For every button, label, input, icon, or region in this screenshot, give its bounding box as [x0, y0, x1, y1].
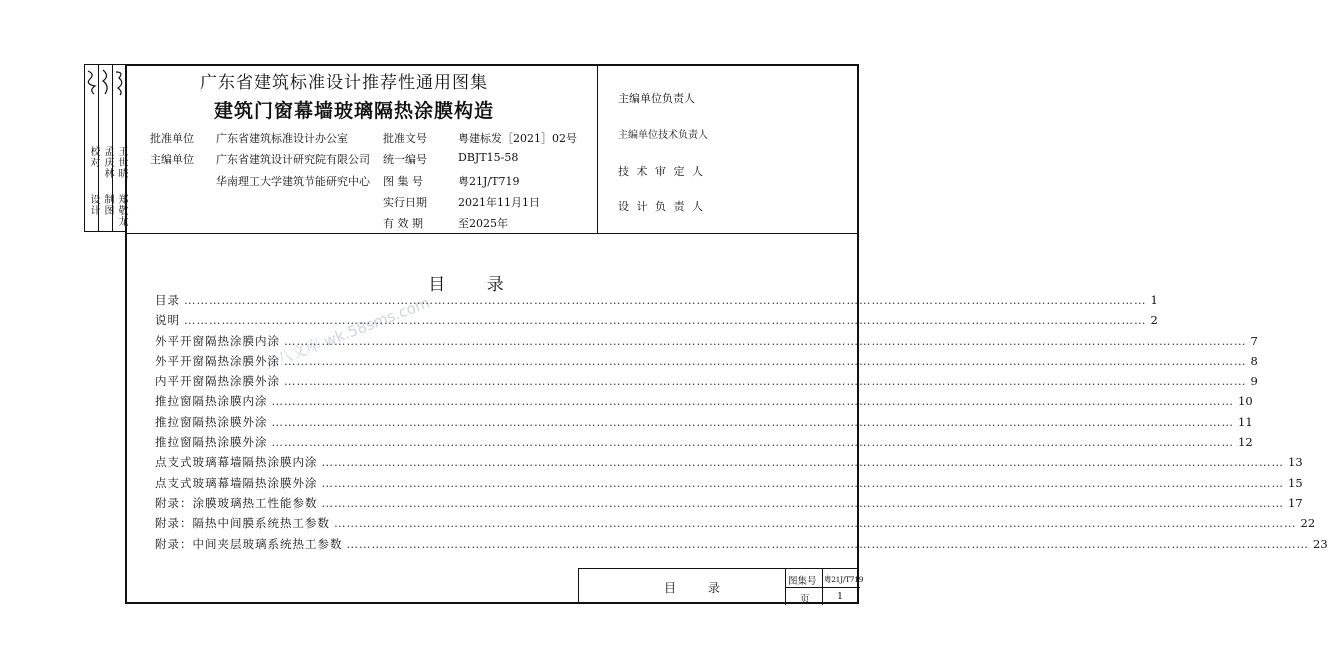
review-strip: [84, 64, 127, 232]
toc-entry[interactable]: 说明 …………………………………………………………………………………………………………………………………………………………………………………………………………… 2: [155, 313, 1158, 328]
validity-label: 有 效 期: [383, 217, 423, 230]
code-label: 统一编号: [383, 153, 427, 166]
title-block-page-label: 页: [800, 594, 810, 605]
title-block-page: 1: [837, 591, 844, 602]
role-drafter: 制图: [102, 194, 113, 216]
code: DBJT15-58: [458, 151, 519, 164]
watermark: 五八文库 wk.58sms.com: [260, 293, 433, 374]
tech-lead-label: 主编单位技术负责人: [618, 130, 708, 141]
title-block-atlas: 粤21J/T719: [824, 575, 864, 584]
toc-title: 目 录: [428, 275, 522, 295]
title-block-atlas-label: 图集号: [788, 576, 817, 587]
toc-entry[interactable]: 推拉窗隔热涂膜内涂 …………………………………………………………………………………………………………………………………………………………………………………………………………… 10: [155, 394, 1253, 409]
name-designer: 王世晓: [116, 146, 127, 179]
toc-entry[interactable]: 目录 …………………………………………………………………………………………………………………………………………………………………………………………………………… 1: [155, 293, 1158, 307]
toc-entry[interactable]: 点支式玻璃幕墙隔热涂膜内涂 …………………………………………………………………………………………………………………………………………………………………………………………………………… 13: [155, 455, 1303, 470]
name-checker: 孟庆林: [102, 146, 113, 179]
toc-entry[interactable]: 推拉窗隔热涂膜外涂 …………………………………………………………………………………………………………………………………………………………………………………………………………… 12: [155, 435, 1253, 450]
editor-unit-2: 华南理工大学建筑节能研究中心: [216, 175, 370, 188]
implementation-date: 2021年11月1日: [458, 196, 540, 209]
editor-unit-label: 主编单位: [150, 153, 194, 166]
chief-editor-label: 主编单位负责人: [618, 92, 695, 105]
toc-entry[interactable]: 内平开窗隔热涂膜外涂 …………………………………………………………………………………………………………………………………………………………………………………………………………… 9: [155, 374, 1258, 389]
header-divider: [125, 233, 859, 234]
toc-entry[interactable]: 外平开窗隔热涂膜内涂 …………………………………………………………………………………………………………………………………………………………………………………………………………… 7: [155, 333, 1258, 348]
handwritten-signature-1: [86, 68, 98, 99]
toc-entry[interactable]: 附录：隔热中间膜系统热工参数 …………………………………………………………………………………………………………………………………………………………………………………………………………… 22: [155, 516, 1316, 531]
toc-entry[interactable]: 外平开窗隔热涂膜外涂 …………………………………………………………………………………………………………………………………………………………………………………………………………… 8: [155, 353, 1258, 368]
approval-unit: 广东省建筑标准设计办公室: [216, 132, 348, 145]
series-title: 广东省建筑标准设计推荐性通用图集: [200, 73, 488, 93]
implementation-label: 实行日期: [383, 196, 427, 209]
atlas-label: 图 集 号: [383, 175, 423, 188]
signature-divider: [597, 64, 598, 233]
toc-entry[interactable]: 附录：中间夹层玻璃系统热工参数 …………………………………………………………………………………………………………………………………………………………………………………………………………… 23: [155, 536, 1328, 551]
reviewer-label: 技 术 审 定 人: [618, 165, 705, 178]
main-title: 建筑门窗幕墙玻璃隔热涂膜构造: [214, 100, 495, 122]
role-checker: 校对: [88, 146, 99, 168]
toc-entry[interactable]: 推拉窗隔热涂膜外涂 …………………………………………………………………………………………………………………………………………………………………………………………………………… 11: [155, 414, 1253, 429]
toc-entry[interactable]: 附录：涂膜玻璃热工性能参数 …………………………………………………………………………………………………………………………………………………………………………………………………………… 17: [155, 495, 1303, 510]
handwritten-signature-2: [100, 68, 112, 99]
name-drafter: 郑敬龙: [116, 194, 127, 227]
toc-list: [155, 292, 1328, 556]
role-designer: 设计: [88, 194, 99, 216]
title-block-name: 目 录: [664, 581, 734, 595]
title-block: [578, 568, 864, 605]
validity: 至2025年: [458, 217, 508, 230]
atlas-number: 粤21J/T719: [458, 175, 520, 188]
designer-label: 设 计 负 责 人: [618, 200, 705, 213]
doc-no: 粤建标发［2021］02号: [458, 132, 577, 145]
editor-unit-1: 广东省建筑设计研究院有限公司: [216, 153, 370, 166]
handwritten-signature-3: [114, 68, 126, 99]
doc-no-label: 批准文号: [383, 132, 427, 145]
toc-entry[interactable]: 点支式玻璃幕墙隔热涂膜外涂 …………………………………………………………………………………………………………………………………………………………………………………………………………… 15: [155, 475, 1303, 490]
approval-unit-label: 批准单位: [150, 132, 194, 145]
